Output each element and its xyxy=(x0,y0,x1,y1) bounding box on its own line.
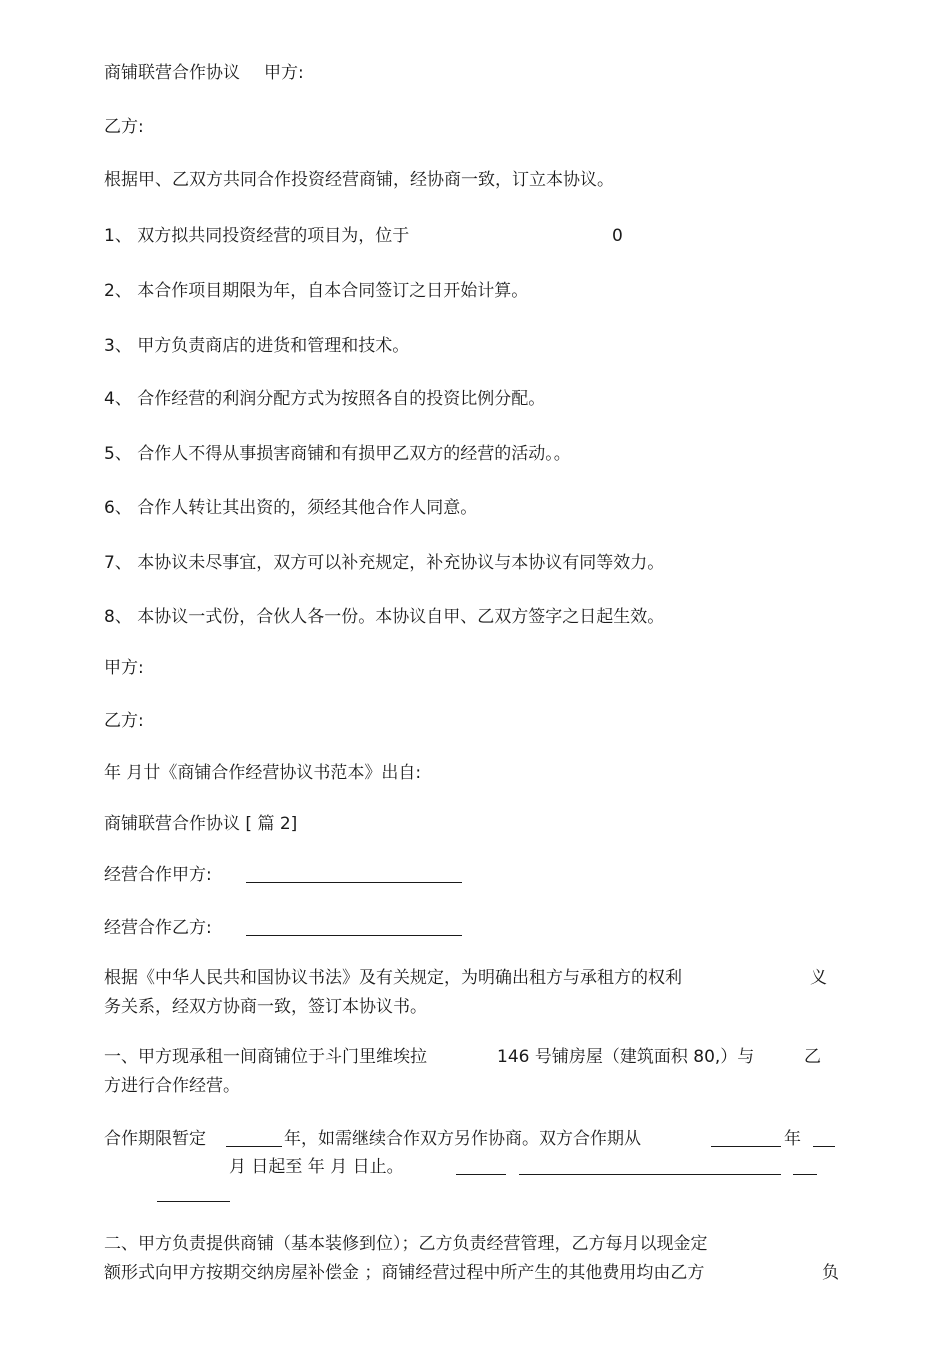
article-1-line1-a: 一、甲方现承租一间商铺位于斗门里维埃拉 xyxy=(104,1047,427,1067)
term-text-c: 年 xyxy=(784,1129,801,1149)
clause-1-value: 0 xyxy=(612,226,623,246)
part2-party-b-blank xyxy=(246,917,462,936)
term-blank-1 xyxy=(226,1128,282,1147)
part2-title: 商铺联营合作协议 [ 篇 2] xyxy=(104,814,298,834)
term-blank-6 xyxy=(793,1156,817,1175)
signature-party-b: 乙方: xyxy=(104,711,144,731)
clause-6: 6、 合作人转让其出资的，须经其他合作人同意。 xyxy=(104,498,478,518)
term-blank-7 xyxy=(157,1183,230,1202)
term-blank-4 xyxy=(456,1156,506,1175)
term-text-b: 年，如需继续合作双方另作协商。双方合作期从 xyxy=(284,1129,641,1149)
clause-3: 3、 甲方负责商店的进货和管理和技术。 xyxy=(104,336,410,356)
signature-party-a: 甲方: xyxy=(104,658,144,678)
clause-4: 4、 合作经营的利润分配方式为按照各自的投资比例分配。 xyxy=(104,389,546,409)
part2-party-b-label: 经营合作乙方: xyxy=(104,918,212,938)
doc-title-line xyxy=(104,62,304,84)
article-1-line1-b: 146 号铺房屋（建筑面积 80,）与 xyxy=(497,1047,755,1067)
clause-7: 7、 本协议未尽事宜，双方可以补充规定，补充协议与本协议有同等效力。 xyxy=(104,553,665,573)
part2-intro-line1: 根据《中华人民共和国协议书法》及有关规定，为明确出租方与承租方的权利 xyxy=(104,968,682,988)
party-b-label: 乙方: xyxy=(104,117,144,137)
doc-title: 商铺联营合作协议 xyxy=(104,63,240,83)
article-2-line1: 二、甲方负责提供商铺（基本装修到位）；乙方负责经营管理，乙方每月以现金定 xyxy=(104,1234,708,1254)
article-1-line1-c: 乙 xyxy=(804,1047,821,1067)
article-1-line2: 方进行合作经营。 xyxy=(104,1076,240,1096)
term-line2: 月 日起至 年 月 日止。 xyxy=(229,1157,404,1177)
term-blank-3 xyxy=(813,1128,835,1147)
part2-intro-line2: 务关系，经双方协商一致，签订本协议书。 xyxy=(104,997,427,1017)
clause-2: 2、 本合作项目期限为年，自本合同签订之日开始计算。 xyxy=(104,281,529,301)
clause-8: 8、 本协议一式份，合伙人各一份。本协议自甲、乙双方签字之日起生效。 xyxy=(104,607,665,627)
part2-party-a-blank xyxy=(246,864,462,883)
date-source-line: 年 月廿《商铺合作经营协议书范本》出自: xyxy=(104,763,422,783)
clause-1: 1、 双方拟共同投资经营的项目为，位于 xyxy=(104,226,410,246)
article-2-line2-end: 负 xyxy=(822,1263,839,1283)
party-a-label: 甲方: xyxy=(264,63,304,83)
clause-5: 5、 合作人不得从事损害商铺和有损甲乙双方的经营的活动。。 xyxy=(104,444,571,464)
article-2-line2: 额形式向甲方按期交纳房屋补偿金 ；商铺经营过程中所产生的其他费用均由乙方 xyxy=(104,1263,705,1283)
part2-party-a-label: 经营合作甲方: xyxy=(104,865,212,885)
term-text-a: 合作期限暂定 xyxy=(104,1129,206,1149)
term-blank-2 xyxy=(711,1128,781,1147)
part2-intro-line1-end: 义 xyxy=(810,968,827,988)
term-blank-5 xyxy=(519,1156,781,1175)
intro-paragraph: 根据甲、乙双方共同合作投资经营商铺，经协商一致，订立本协议。 xyxy=(104,170,614,190)
